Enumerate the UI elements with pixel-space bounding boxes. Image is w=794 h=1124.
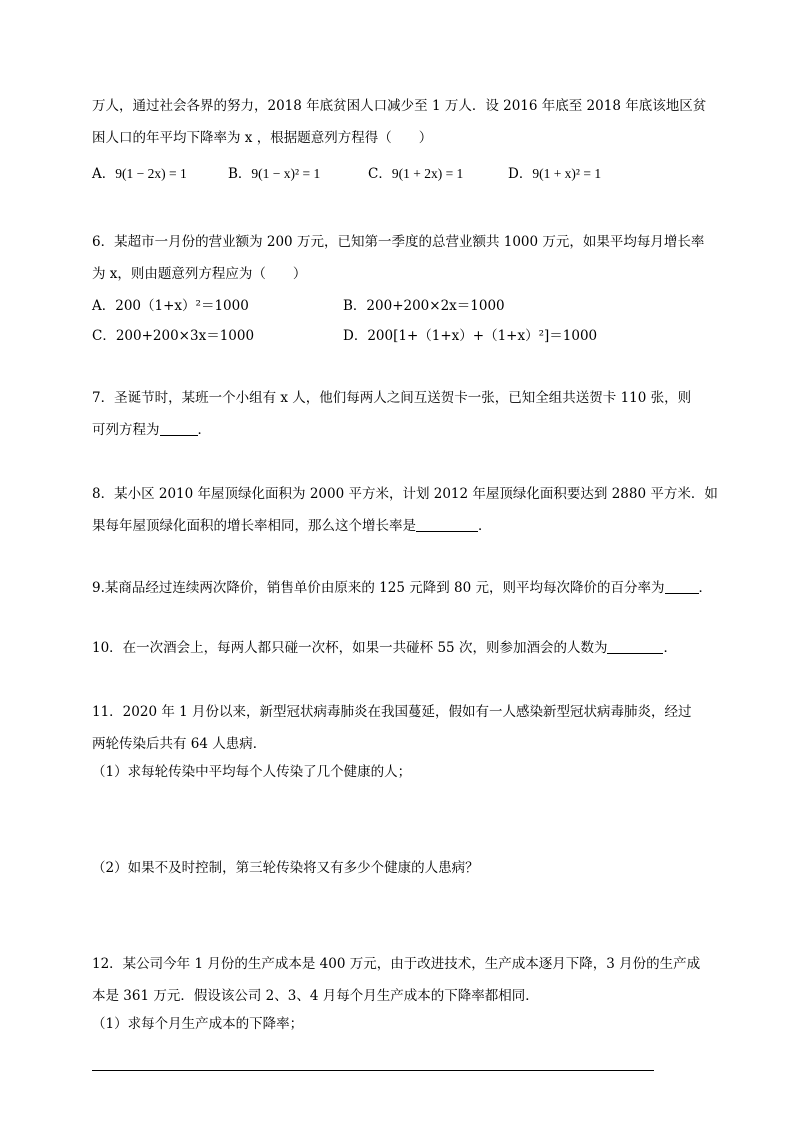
q6-option-b[interactable]: B．200+200×2x＝1000	[343, 298, 505, 314]
q7-line-2-text: 可列方程为	[92, 422, 160, 438]
q5-text-line-1: 万人，通过社会各界的努力，2018 年底贫困人口减少至 1 万人．设 2016 年底至 2018 年底该地区贫	[92, 98, 707, 114]
q11-part-2: （2）如果不及时控制，第三轮传染将又有多少个健康的人患病？	[92, 860, 479, 876]
q5-option-d-equation: 9(1 + x)² = 1	[532, 166, 602, 181]
q11-part-1: （1）求每轮传染中平均每个人传染了几个健康的人；	[92, 764, 412, 780]
q5-text-line-2: 困人口的年平均下降率为 x ，根据题意列方程得（ ）	[92, 130, 433, 146]
q5-option-a-equation: 9(1 − 2x) = 1	[115, 166, 187, 181]
q10-answer-blank[interactable]	[607, 641, 663, 654]
q5-option-c-equation: 9(1 + 2x) = 1	[391, 166, 464, 181]
q8-answer-blank[interactable]	[416, 519, 478, 532]
q9-line-1-end: ．	[698, 580, 712, 596]
q12-text-line-2: 本是 361 万元．假设该公司 2、3、4 月每个月生产成本的下降率都相同．	[92, 988, 539, 1004]
q12-part-1: （1）求每个月生产成本的下降率；	[92, 1016, 304, 1032]
q8-line-2-text: 果每年屋顶绿化面积的增长率相同，那么这个增长率是	[92, 518, 416, 534]
q12-text-line-1: 12．某公司今年 1 月份的生产成本是 400 万元，由于改进技术，生产成本逐月下降，3 月份的生产成	[92, 956, 701, 972]
q10-line-1-end: ．	[663, 640, 677, 656]
q6-option-c[interactable]: C．200+200×3x＝1000	[92, 328, 255, 344]
q5-option-c[interactable]	[368, 166, 463, 182]
q11-text-line-2: 两轮传染后共有 64 人患病．	[92, 736, 267, 752]
page-footer-rule	[92, 1070, 654, 1071]
q7-text-line-1: 7．圣诞节时，某班一个小组有 x 人，他们每两人之间互送贺卡一张，已知全组共送贺卡 110 张，则	[92, 390, 692, 406]
q7-line-2-end: ．	[197, 422, 211, 438]
q5-option-a-label: A．	[92, 166, 116, 182]
q6-option-d[interactable]: D．200[1+（1+x）+（1+x）²]＝1000	[343, 328, 598, 344]
q10-text-line-1	[92, 640, 677, 656]
q8-line-2-end: ．	[478, 518, 492, 534]
q9-answer-blank[interactable]	[665, 581, 699, 594]
q7-text-line-2	[92, 422, 211, 438]
q6-text-line-1: 6．某超市一月份的营业额为 200 万元，已知第一季度的总营业额共 1000 万元，如果平均每月增长率	[92, 234, 705, 250]
q5-option-b[interactable]	[228, 166, 320, 182]
q9-text-line-1	[92, 580, 712, 596]
q5-option-a[interactable]	[92, 166, 187, 182]
q5-option-b-label: B．	[228, 166, 252, 182]
q7-answer-blank[interactable]	[160, 423, 198, 436]
q11-text-line-1: 11．2020 年 1 月份以来，新型冠状病毒肺炎在我国蔓延，假如有一人感染新型冠状病毒肺炎，经过	[92, 704, 692, 720]
q10-line-1-text: 10．在一次酒会上，每两人都只碰一次杯，如果一共碰杯 55 次，则参加酒会的人数为	[92, 640, 608, 656]
q8-text-line-2	[92, 518, 492, 534]
q5-option-d[interactable]	[508, 166, 601, 182]
q8-text-line-1: 8．某小区 2010 年屋顶绿化面积为 2000 平方米，计划 2012 年屋顶绿化面积要达到 2880 平方米．如	[92, 486, 718, 502]
q5-option-b-equation: 9(1 − x)² = 1	[251, 166, 321, 181]
q5-option-d-label: D．	[508, 166, 533, 182]
q9-line-1-text: 9.某商品经过连续两次降价，销售单价由原来的 125 元降到 80 元，则平均每次降价的百分率为	[92, 580, 665, 596]
q6-option-a[interactable]: A．200（1+x）²＝1000	[92, 298, 249, 314]
q6-text-line-2: 为 x，则由题意列方程应为（ ）	[92, 266, 307, 282]
q5-option-c-label: C．	[368, 166, 392, 182]
